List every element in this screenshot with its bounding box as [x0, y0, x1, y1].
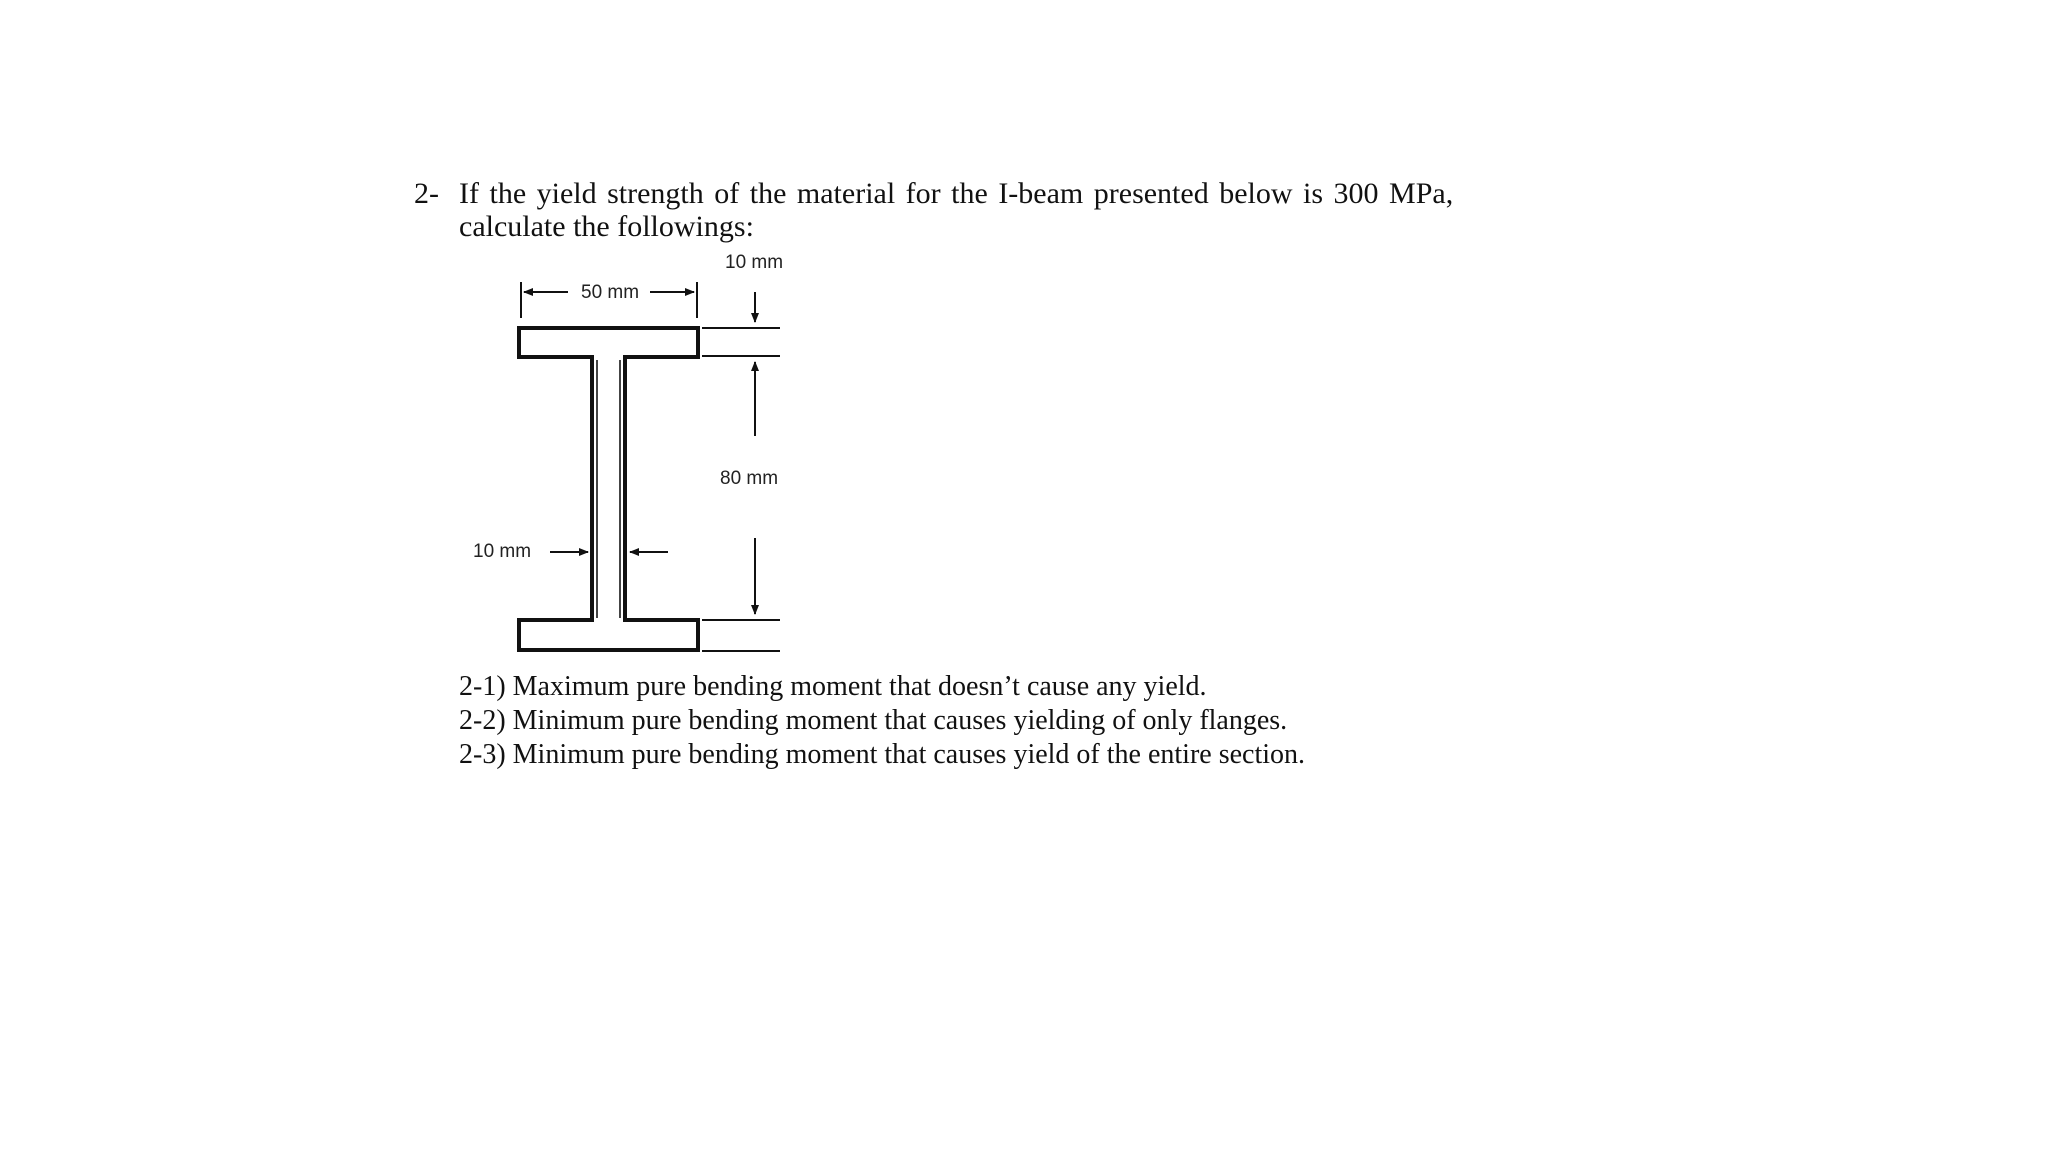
web-height-dimension: [702, 362, 780, 651]
flange-thickness-dimension: [702, 252, 783, 356]
question-text-line-2: calculate the followings:: [459, 210, 754, 243]
subquestion-2-1: 2-1) Maximum pure bending moment that doesn’t cause any yield.: [459, 671, 1207, 702]
flange-thickness-label: 10 mm: [725, 252, 784, 273]
question-number: 2-: [414, 177, 439, 210]
web-thickness-dimension: [473, 541, 668, 562]
subquestion-2-2: 2-2) Minimum pure bending moment that causes yielding of only flanges.: [459, 705, 1288, 736]
subquestion-2-3: 2-3) Minimum pure bending moment that causes yield of the entire section.: [459, 739, 1306, 770]
i-beam-outline: [519, 328, 698, 650]
web-height-label: 80 mm: [720, 468, 779, 489]
web-thickness-label: 10 mm: [473, 541, 532, 562]
subquestion-list: [459, 670, 1305, 772]
flange-width-dimension: [521, 282, 697, 318]
flange-width-label: 50 mm: [581, 282, 640, 303]
question-text-line-1: If the yield strength of the material for the I-beam presented below is 300 MPa,: [459, 177, 1454, 210]
